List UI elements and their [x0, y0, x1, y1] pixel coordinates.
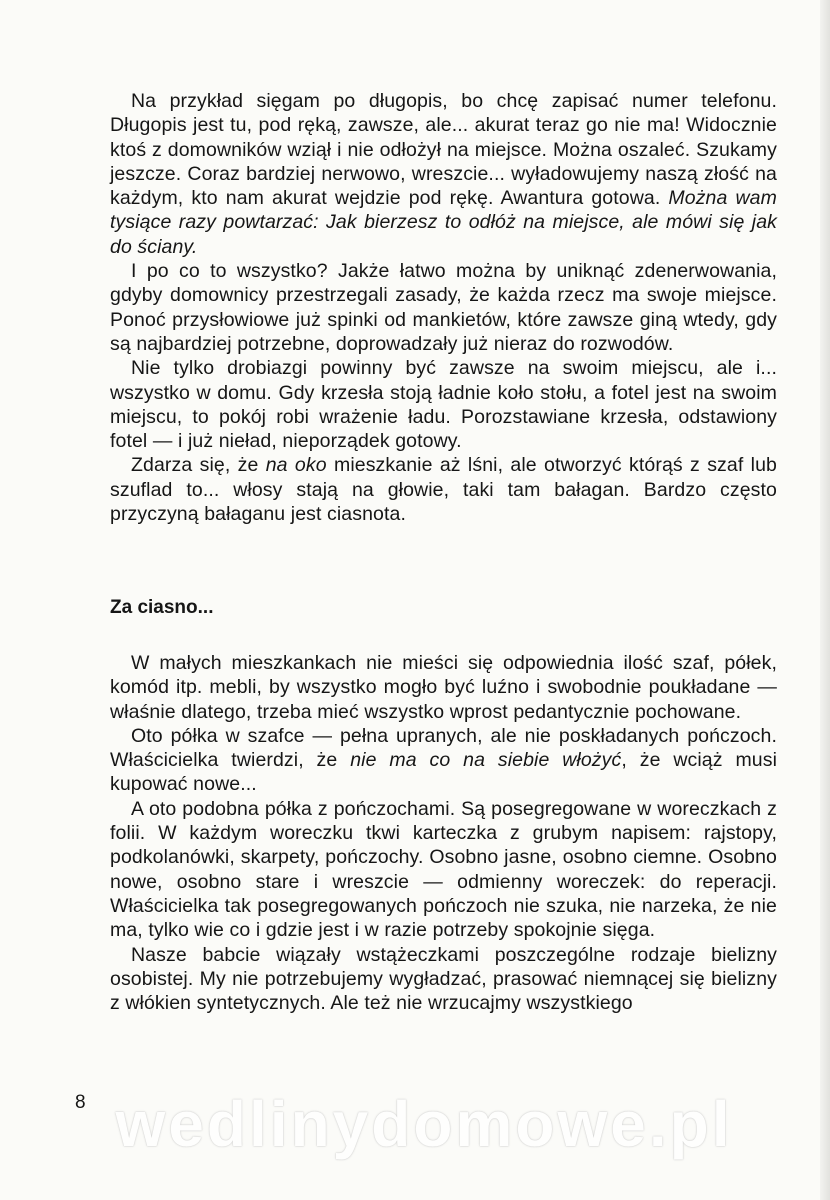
section-heading: Za ciasno... — [110, 597, 214, 618]
italic-text: Można wam tysiące razy powtarzać: Jak bierzesz to odłóż na miejsce, ale mówi się jak do ściany. — [110, 187, 777, 258]
text-run: Nie tylko drobiazgi powinny być zawsze na swoim miejscu, ale i... wszystko w domu. Gdy krzesła stoją ładnie koło stołu, a fotel jest na swoim miejscu, to pokój robi wrażenie ładu. Porozstawiane krzesła, odstawiony fotel — i już nieład, nieporządek gotowy. — [110, 357, 777, 453]
paragraph — [110, 724, 777, 797]
text-run: Nasze babcie wiązały wstążeczkami poszczególne rodzaje bielizny osobistej. My nie potrzebujemy wygładzać, prasować niemnącej się bielizny z włókien syntetycznych. Ale też nie wrzucajmy wszystkiego — [110, 943, 777, 1015]
paragraph — [110, 453, 777, 526]
text-run: I po co to wszystko? Jakże łatwo można by uniknąć zdenerwowania, gdyby domownicy przestrzegali zasady, że każda rzecz ma swoje miejsce. Ponoć przysłowiowe już spinki od mankietów, które zawsze giną wtedy, gdy są najbardziej potrzebne, doprowadzały już nieraz do rozwodów. — [110, 260, 777, 355]
text-block-bottom — [110, 651, 777, 1015]
text-run: Oto półka w szafce — pełna upranych, ale nie poskładanych pończoch. Właścicielka twierdzi, że — [110, 724, 777, 772]
italic-text: nie ma co na siebie włożyć — [350, 749, 622, 772]
paragraph — [110, 943, 777, 1016]
text-run: W małych mieszkankach nie mieści się odpowiednia ilość szaf, półek, komód itp. mebli, by wszystko mogło być luźno i swobodnie poukładane — właśnie dlatego, trzeba mieć wszystko wprost pedantycznie pochowane. — [110, 652, 777, 723]
page-number: 8 — [75, 1092, 86, 1113]
watermark: wedlinydomowe.pl — [115, 1088, 733, 1160]
paragraph — [110, 259, 777, 356]
paragraph — [110, 797, 777, 943]
paragraph — [110, 356, 777, 453]
text-run: Na przykład sięgam po długopis, bo chcę zapisać numer telefonu. Długopis jest tu, pod ręką, zawsze, ale... akurat teraz go nie ma! Widocznie ktoś z domowników wziął i nie odłożył na miejsce. Można oszaleć. Szukamy jeszcze. Coraz bardziej nerwowo, wreszcie... wyładowujemy naszą złość na każdym, kto nam akurat wejdzie pod rękę. Awantura gotowa. — [110, 90, 777, 210]
page-edge-shadow — [820, 0, 830, 1200]
text-run: A oto podobna półka z pończochami. Są posegregowane w woreczkach z folii. W każdym woreczku tkwi karteczka z grubym napisem: rajstopy, podkolanówki, skarpety, pończochy. Osobno jasne, osobno ciemne. Osobno nowe, osobno stare i wreszcie — odmienny woreczek: do reperacji. Właścicielka tak posegregowanych pończoch nie szuka, nie narzeka, że nie ma, tylko wie co i gdzie jest i w razie potrzeby spokojnie sięga. — [110, 797, 777, 942]
italic-text: na oko — [265, 454, 327, 477]
paragraph — [110, 651, 777, 724]
text-run: Zdarza się, że — [131, 454, 266, 477]
paragraph — [110, 89, 777, 259]
text-run: mieszkanie aż lśni, ale otworzyć którąś z szaf lub szuflad to... włosy stają na głowie, taki tam bałagan. Bardzo często przyczyną bałaganu jest ciasnota. — [110, 454, 777, 526]
text-run: , że wciąż musi kupować nowe... — [110, 749, 778, 796]
text-block-top — [110, 89, 777, 526]
